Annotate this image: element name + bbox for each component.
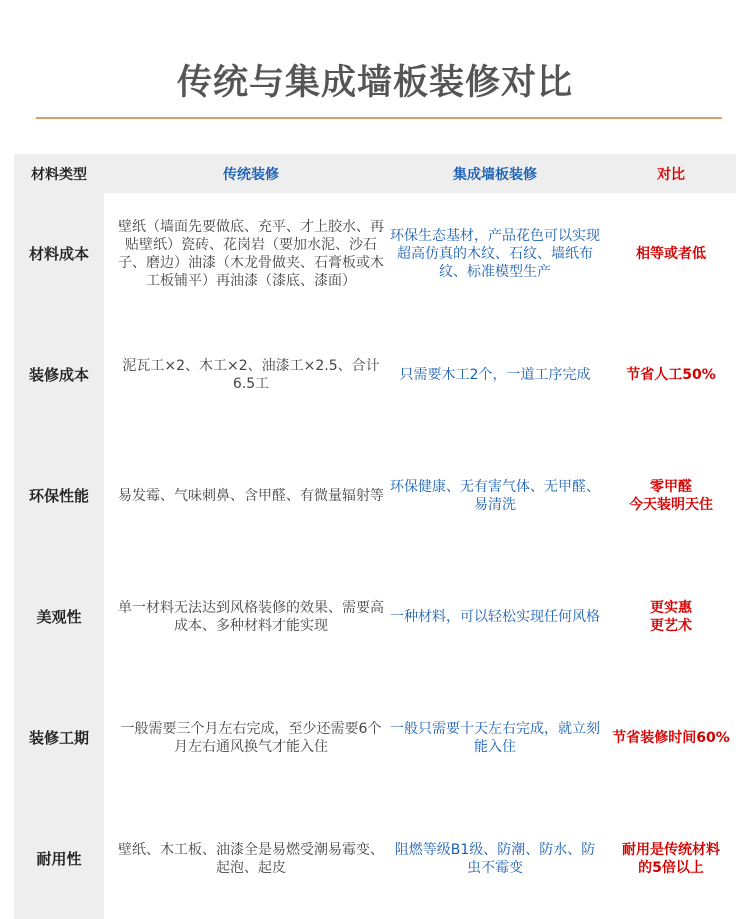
traditional-cell: 一般需要三个月左右完成，至少还需要6个月左右通风换气才能入住 [120,720,382,755]
row-label: 环保性能 [28,487,89,505]
row-label: 装修工期 [28,729,89,747]
table-row [14,798,736,919]
header-material-type: 材料类型 [31,166,87,183]
table-row [14,556,736,677]
compare-cell: 节省人工50% [626,366,716,383]
integrated-cell: 阻燃等级B1级、防潮、防水、防虫不霉变 [394,841,596,876]
integrated-cell: 环保生态基材，产品花色可以实现超高仿真的木纹、石纹、墙纸布纹、标准模型生产 [390,227,600,280]
table-row [14,435,736,556]
compare-cell: 更实惠 更艺术 [650,599,692,634]
compare-cell: 零甲醛 今天装明天住 [629,478,713,513]
row-label: 耐用性 [36,850,82,868]
row-label: 材料成本 [28,245,89,263]
traditional-cell: 单一材料无法达到风格装修的效果、需要高成本、多种材料才能实现 [118,599,384,634]
header-integrated: 集成墙板装修 [453,166,537,183]
header-compare: 对比 [657,166,685,183]
traditional-cell: 泥瓦工×2、木工×2、油漆工×2.5、合计6.5工 [122,357,380,392]
table-header-row [14,154,736,193]
compare-cell: 相等或者低 [636,245,706,262]
table-row [14,314,736,435]
row-label: 装修成本 [28,366,89,384]
traditional-cell: 壁纸、木工板、油漆全是易燃受潮易霉变、起泡、起皮 [118,841,384,876]
traditional-cell: 易发霉、气味刺鼻、含甲醛、有微量辐射等 [118,487,384,504]
page-title: 传统与集成墙板装修对比 [176,63,573,103]
compare-cell: 节省装修时间60% [612,729,730,746]
integrated-cell: 一般只需要十天左右完成，就立刻能入住 [390,720,600,755]
table-row [14,193,736,314]
compare-cell: 耐用是传统材料 的5倍以上 [622,841,720,876]
table-row [14,677,736,798]
integrated-cell: 环保健康、无有害气体、无甲醛、易清洗 [390,478,600,513]
header-traditional: 传统装修 [223,166,279,183]
comparison-table [14,154,736,919]
title-divider [36,117,722,119]
traditional-cell: 壁纸（墙面先要做底、充平、才上胶水、再贴壁纸）瓷砖、花岗岩（要加水泥、沙石子、磨边）油漆（木龙骨做夹、石膏板或木工板铺平）再油漆（漆底、漆面） [118,218,384,289]
integrated-cell: 一种材料，可以轻松实现任何风格 [390,608,600,625]
integrated-cell: 只需要木工2个，一道工序完成 [399,366,591,383]
row-label: 美观性 [36,608,82,626]
